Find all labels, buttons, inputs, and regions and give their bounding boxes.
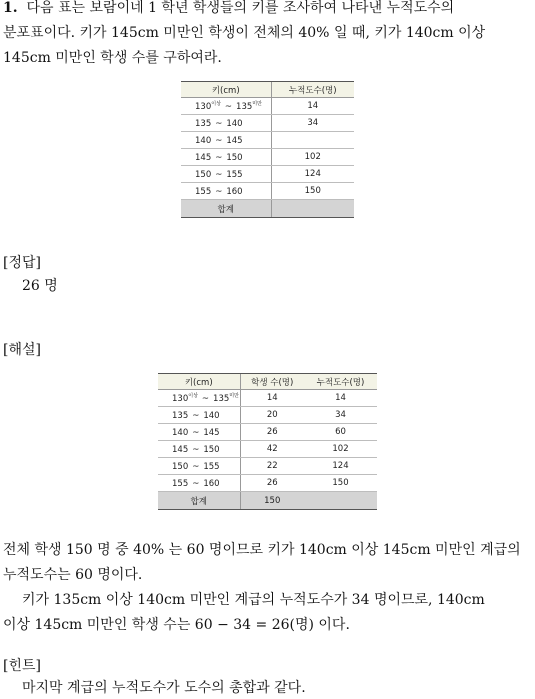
total-cumulative [304, 492, 377, 510]
cumulative-cell: 34 [271, 115, 354, 132]
class-interval-cell: 145 ~ 150 [181, 149, 271, 166]
question-number: 1. [3, 0, 18, 16]
cumulative-cell: 150 [304, 475, 377, 492]
table-row [158, 390, 377, 407]
question-text [3, 0, 531, 71]
answer-label: [정답] [3, 255, 41, 271]
cumulative-cell: 102 [271, 149, 354, 166]
explanation-line-2: 누적도수는 60 명이다. [3, 567, 143, 583]
table-row [158, 424, 377, 441]
cumulative-frequency-table [181, 81, 354, 218]
explanation-label: [해설] [3, 342, 41, 358]
class-interval-cell: 155 ~ 160 [158, 475, 240, 492]
total-label: 합계 [158, 492, 240, 510]
total-row [181, 200, 354, 218]
explanation-table [158, 373, 377, 510]
table-row [158, 441, 377, 458]
class-interval-cell: 140 ~ 145 [158, 424, 240, 441]
cumulative-cell [271, 132, 354, 149]
class-interval-cell: 135 ~ 140 [158, 407, 240, 424]
table-row [181, 115, 354, 132]
cumulative-cell: 124 [304, 458, 377, 475]
explanation-line-3: 키가 135cm 이상 140cm 미만인 계급의 누적도수가 34 명이므로, 140cm [22, 592, 485, 608]
table-header-height: 키(cm) [158, 374, 240, 390]
table-header-cumulative: 누적도수(명) [271, 82, 354, 98]
total-label: 합계 [181, 200, 271, 218]
student-count-cell: 14 [240, 390, 304, 407]
hint-text: 마지막 계급의 누적도수가 도수의 총합과 같다. [22, 680, 306, 696]
table-row [158, 407, 377, 424]
student-count-cell: 20 [240, 407, 304, 424]
explanation-line-4: 이상 145cm 미만인 학생 수는 60 − 34 = 26(명) 이다. [3, 617, 350, 633]
table-row [158, 475, 377, 492]
class-interval-cell: 155 ~ 160 [181, 183, 271, 200]
class-interval-cell: $130^{이상}$ ~ $135^{미만}$ [181, 98, 271, 115]
cumulative-cell: 14 [271, 98, 354, 115]
explanation-text [3, 538, 531, 638]
question-line-3: 145cm 미만인 학생 수를 구하여라. [3, 50, 222, 66]
total-row [158, 492, 377, 510]
cumulative-cell: 150 [271, 183, 354, 200]
class-interval-cell: 150 ~ 155 [158, 458, 240, 475]
student-count-cell: 42 [240, 441, 304, 458]
explanation-line-1: 전체 학생 150 명 중 40% 는 60 명이므로 키가 140cm 이상 145cm 미만인 계급의 [3, 542, 521, 558]
class-interval-cell: 135 ~ 140 [181, 115, 271, 132]
cumulative-cell: 102 [304, 441, 377, 458]
table-row [158, 458, 377, 475]
student-count-cell: 26 [240, 424, 304, 441]
table-header-height: 키(cm) [181, 82, 271, 98]
cumulative-cell: 60 [304, 424, 377, 441]
total-value [271, 200, 354, 218]
table-row [181, 183, 354, 200]
class-interval-cell: $130^{이상}$ ~ $135^{미만}$ [158, 390, 240, 407]
question-line-2: 분포표이다. 키가 145cm 미만인 학생이 전체의 40% 일 때, 키가 140cm 이상 [3, 25, 486, 41]
cumulative-cell: 34 [304, 407, 377, 424]
total-count: 150 [240, 492, 304, 510]
answer-value: 26 명 [22, 278, 58, 294]
table-row [181, 166, 354, 183]
student-count-cell: 26 [240, 475, 304, 492]
table-header-cumulative: 누적도수(명) [304, 374, 377, 390]
cumulative-cell: 124 [271, 166, 354, 183]
table-row [181, 98, 354, 115]
student-count-cell: 22 [240, 458, 304, 475]
table-row [181, 149, 354, 166]
class-interval-cell: 150 ~ 155 [181, 166, 271, 183]
question-line-1: 1. 다음 표는 보람이네 1 학년 학생들의 키를 조사하여 나타낸 누적도수의 [3, 0, 455, 16]
table-row [181, 132, 354, 149]
class-interval-cell: 140 ~ 145 [181, 132, 271, 149]
hint-label: [힌트] [3, 658, 41, 674]
class-interval-cell: 145 ~ 150 [158, 441, 240, 458]
cumulative-cell: 14 [304, 390, 377, 407]
table-header-student-count: 학생 수(명) [240, 374, 304, 390]
